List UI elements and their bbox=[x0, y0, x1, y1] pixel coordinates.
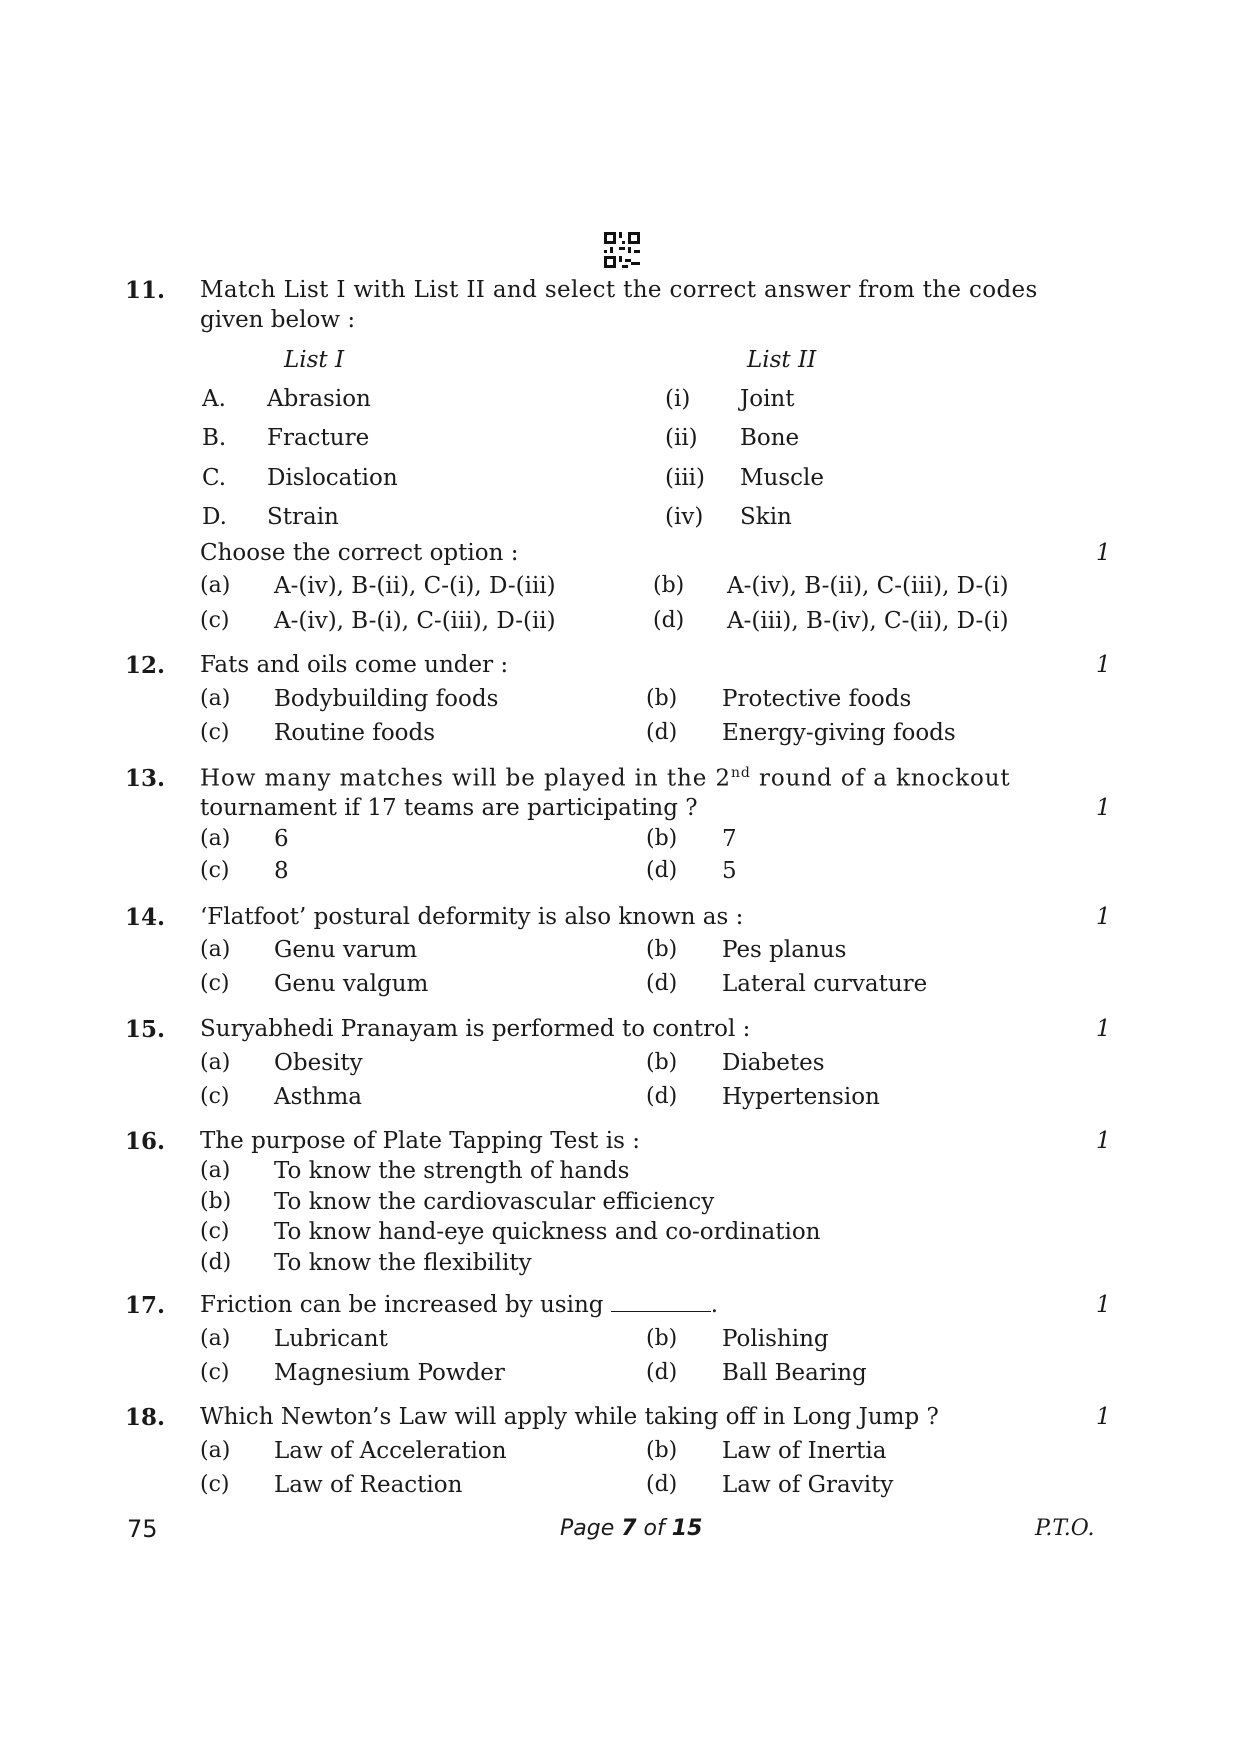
option-label: (d) bbox=[646, 720, 678, 745]
option-label: (c) bbox=[200, 1472, 230, 1497]
list-item: Muscle bbox=[740, 465, 825, 491]
marks: 1 bbox=[1096, 1016, 1111, 1042]
option-text: Routine foods bbox=[274, 720, 436, 746]
option-label: (a) bbox=[200, 937, 231, 962]
marks: 1 bbox=[1096, 652, 1111, 678]
option-label: (a) bbox=[200, 1326, 231, 1351]
question-number: 14. bbox=[125, 904, 166, 931]
question-text: Which Newton’s Law will apply while taking off in Long Jump ? bbox=[200, 1404, 939, 1430]
marks: 1 bbox=[1096, 904, 1111, 930]
list-item: Dislocation bbox=[267, 465, 398, 491]
option-text: Magnesium Powder bbox=[274, 1360, 505, 1386]
option-text: 8 bbox=[274, 858, 289, 884]
question-number: 18. bbox=[125, 1404, 166, 1431]
option-text: To know the strength of hands bbox=[274, 1158, 630, 1184]
option-text: Protective foods bbox=[722, 686, 912, 712]
option-label: (d) bbox=[646, 1472, 678, 1497]
answer-blank bbox=[611, 1293, 711, 1312]
option-label: (b) bbox=[200, 1189, 232, 1214]
marks: 1 bbox=[1096, 1292, 1111, 1318]
list-label: C. bbox=[202, 465, 227, 491]
option-text: 6 bbox=[274, 826, 289, 852]
option-text: Law of Gravity bbox=[722, 1472, 894, 1498]
option-label: (b) bbox=[646, 1050, 678, 1075]
option-text: Lubricant bbox=[274, 1326, 388, 1352]
option-label: (a) bbox=[200, 686, 231, 711]
question-number: 12. bbox=[125, 652, 166, 679]
list-label: (iv) bbox=[665, 504, 704, 530]
option-label: (d) bbox=[200, 1250, 232, 1275]
option-label: (c) bbox=[200, 858, 230, 883]
option-text: Genu valgum bbox=[274, 971, 429, 997]
option-text: Energy-giving foods bbox=[722, 720, 956, 746]
option-text: Hypertension bbox=[722, 1084, 880, 1110]
option-text: 5 bbox=[722, 858, 737, 884]
option-text: To know hand-eye quickness and co-ordination bbox=[274, 1219, 821, 1245]
list-label: A. bbox=[202, 386, 226, 412]
option-text: Obesity bbox=[274, 1050, 363, 1076]
option-text: Law of Acceleration bbox=[274, 1438, 507, 1464]
list-item: Bone bbox=[740, 425, 800, 451]
option-label: (b) bbox=[653, 573, 685, 598]
question-text: Fats and oils come under : bbox=[200, 652, 509, 678]
option-text: Asthma bbox=[274, 1084, 362, 1110]
list-label: (i) bbox=[665, 386, 691, 412]
list-item: Abrasion bbox=[267, 386, 371, 412]
option-label: (a) bbox=[200, 1438, 231, 1463]
option-label: (d) bbox=[646, 1084, 678, 1109]
option-text: Polishing bbox=[722, 1326, 829, 1352]
question-text: Friction can be increased by using . bbox=[200, 1292, 719, 1318]
option-label: (d) bbox=[646, 971, 678, 996]
pto-label: P.T.O. bbox=[1035, 1516, 1095, 1541]
marks: 1 bbox=[1096, 540, 1111, 566]
marks: 1 bbox=[1096, 1404, 1111, 1430]
option-label: (a) bbox=[200, 1158, 231, 1183]
option-text: Genu varum bbox=[274, 937, 418, 963]
option-label: (c) bbox=[200, 720, 230, 745]
list-item: Fracture bbox=[267, 425, 370, 451]
option-label: (a) bbox=[200, 1050, 231, 1075]
question-number: 13. bbox=[125, 765, 166, 792]
option-label: (c) bbox=[200, 1084, 230, 1109]
question-text: Match List I with List II and select the correct answer from the codes bbox=[200, 277, 1038, 303]
list-item: Joint bbox=[740, 386, 795, 412]
question-text: How many matches will be played in the 2nd round of a knockout bbox=[200, 765, 1011, 792]
option-text: Pes planus bbox=[722, 937, 847, 963]
option-text: 7 bbox=[722, 826, 737, 852]
option-text: A-(iii), B-(iv), C-(ii), D-(i) bbox=[727, 608, 1009, 634]
option-label: (b) bbox=[646, 1326, 678, 1351]
list-label: D. bbox=[202, 504, 227, 530]
paper-code: 75 bbox=[127, 1515, 158, 1543]
list-item: Strain bbox=[267, 504, 339, 530]
list-label: (iii) bbox=[665, 465, 706, 491]
option-label: (a) bbox=[200, 826, 231, 851]
list-label: (ii) bbox=[665, 425, 698, 451]
option-text: Bodybuilding foods bbox=[274, 686, 499, 712]
option-label: (b) bbox=[646, 1438, 678, 1463]
option-label: (a) bbox=[200, 573, 231, 598]
option-text: A-(iv), B-(i), C-(iii), D-(ii) bbox=[274, 608, 556, 634]
option-text: To know the flexibility bbox=[274, 1250, 532, 1276]
option-label: (b) bbox=[646, 686, 678, 711]
page-number: Page 7 of 15 bbox=[560, 1516, 703, 1541]
question-text: ‘Flatfoot’ postural deformity is also known as : bbox=[200, 904, 744, 930]
list-label: B. bbox=[202, 425, 227, 451]
option-label: (d) bbox=[646, 858, 678, 883]
option-text: Law of Inertia bbox=[722, 1438, 887, 1464]
qr-code-icon bbox=[604, 232, 640, 268]
question-text: given below : bbox=[200, 307, 356, 333]
question-text: Choose the correct option : bbox=[200, 540, 519, 566]
option-text: Ball Bearing bbox=[722, 1360, 867, 1386]
question-text: The purpose of Plate Tapping Test is : bbox=[200, 1128, 640, 1154]
option-label: (c) bbox=[200, 1219, 230, 1244]
option-text: A-(iv), B-(ii), C-(i), D-(iii) bbox=[274, 573, 556, 599]
option-text: Law of Reaction bbox=[274, 1472, 463, 1498]
question-number: 17. bbox=[125, 1292, 166, 1319]
marks: 1 bbox=[1096, 795, 1111, 821]
option-label: (c) bbox=[200, 971, 230, 996]
list-item: Skin bbox=[740, 504, 792, 530]
question-number: 15. bbox=[125, 1016, 166, 1043]
list-heading: List II bbox=[747, 347, 817, 373]
option-label: (c) bbox=[200, 608, 230, 633]
marks: 1 bbox=[1096, 1128, 1111, 1154]
question-number: 11. bbox=[125, 277, 166, 304]
option-text: Lateral curvature bbox=[722, 971, 928, 997]
option-label: (d) bbox=[653, 608, 685, 633]
option-label: (b) bbox=[646, 937, 678, 962]
question-text: Suryabhedi Pranayam is performed to control : bbox=[200, 1016, 751, 1042]
question-number: 16. bbox=[125, 1128, 166, 1155]
option-text: Diabetes bbox=[722, 1050, 825, 1076]
list-heading: List I bbox=[284, 347, 345, 373]
option-label: (b) bbox=[646, 826, 678, 851]
question-text: tournament if 17 teams are participating ? bbox=[200, 795, 698, 821]
option-text: A-(iv), B-(ii), C-(iii), D-(i) bbox=[727, 573, 1009, 599]
option-label: (c) bbox=[200, 1360, 230, 1385]
option-text: To know the cardiovascular efficiency bbox=[274, 1189, 715, 1215]
option-label: (d) bbox=[646, 1360, 678, 1385]
